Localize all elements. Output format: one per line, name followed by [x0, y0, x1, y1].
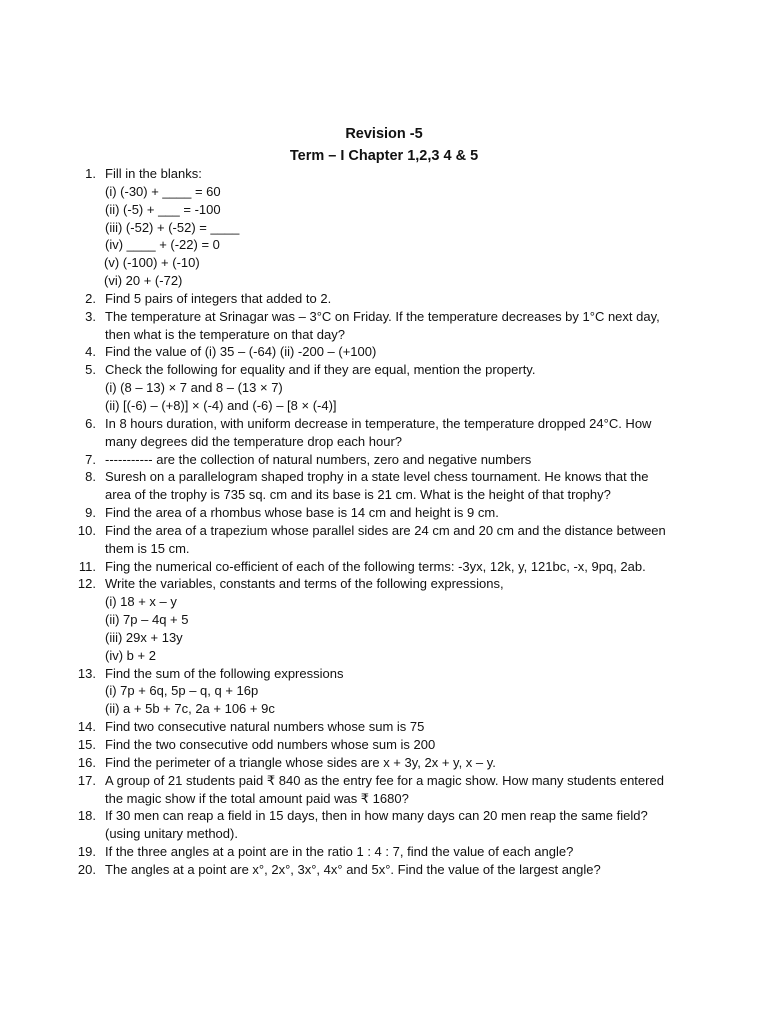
question-text: Find the perimeter of a triangle whose sides are x + 3y, 2x + y, x – y.: [105, 754, 496, 770]
sub-question: [0, 219, 768, 237]
sub-question-text: (ii) a + 5b + 7c, 2a + 106 + 9c: [105, 701, 275, 717]
question-number: 20.: [77, 861, 96, 877]
question-text: them is 15 cm.: [105, 540, 190, 556]
question-continuation: [0, 540, 768, 558]
sub-question-text: (iv) b + 2: [105, 647, 156, 663]
sub-question: [0, 254, 768, 272]
question-list: [0, 165, 768, 879]
question-text: A group of 21 students paid ₹ 840 as the entry fee for a magic show. How many students entered: [105, 772, 664, 788]
sub-question: [0, 272, 768, 290]
question-text: ----------- are the collection of natural numbers, zero and negative numbers: [105, 451, 532, 467]
sub-question: [0, 397, 768, 415]
question-number: 4.: [85, 344, 96, 360]
sub-question-text: (ii) 7p – 4q + 5: [105, 612, 189, 628]
question-text: the magic show if the total amount paid was ₹ 1680?: [105, 790, 409, 806]
question-text: Suresh on a parallelogram shaped trophy in a state level chess tournament. He knows that the: [105, 469, 649, 485]
question-number: 15.: [77, 737, 96, 752]
question-text: Check the following for equality and if they are equal, mention the property.: [105, 362, 536, 378]
question-number: 16.: [77, 754, 96, 770]
question-item: [0, 451, 768, 469]
question-continuation: [0, 825, 768, 843]
document-subtitle: Term – I Chapter 1,2,3 4 & 5: [289, 148, 479, 164]
question-item: [0, 165, 768, 183]
question-text: The angles at a point are x°, 2x°, 3x°, 4x° and 5x°. Find the value of the largest angle?: [105, 861, 601, 877]
sub-question: [0, 700, 768, 718]
question-text: Fill in the blanks:: [105, 166, 202, 181]
question-text: In 8 hours duration, with uniform decrease in temperature, the temperature dropped 24°C. How: [105, 415, 652, 431]
sub-question: [0, 593, 768, 611]
question-text: Find the area of a trapezium whose parallel sides are 24 cm and 20 cm and the distance between: [105, 522, 666, 538]
question-text: Find 5 pairs of integers that added to 2.: [105, 290, 332, 306]
question-item: [0, 504, 768, 522]
question-item: [0, 415, 768, 433]
question-item: [0, 290, 768, 308]
question-continuation: [0, 433, 768, 451]
question-number: 13.: [77, 665, 96, 681]
question-number: 14.: [77, 719, 96, 735]
question-text: (using unitary method).: [105, 826, 238, 842]
question-number: 2.: [85, 290, 96, 306]
question-text: area of the trophy is 735 sq. cm and its base is 21 cm. What is the height of that trophy?: [105, 487, 611, 503]
question-item: [0, 468, 768, 486]
question-item: [0, 807, 768, 825]
question-item: [0, 772, 768, 790]
question-item: [0, 843, 768, 861]
sub-question-text: (vi) 20 + (-72): [104, 273, 183, 289]
question-item: [0, 343, 768, 361]
question-continuation: [0, 790, 768, 808]
question-item: [0, 736, 768, 754]
question-item: [0, 361, 768, 379]
sub-question-text: (i) (-30) + ____ = 60: [105, 183, 221, 199]
question-text: Find two consecutive natural numbers whose sum is 75: [105, 719, 425, 735]
question-number: 9.: [85, 505, 96, 521]
question-item: [0, 718, 768, 736]
question-text: many degrees did the temperature drop each hour?: [105, 433, 403, 449]
question-number: 1.: [85, 166, 96, 181]
question-item: [0, 575, 768, 593]
question-item: [0, 522, 768, 540]
question-text: Find the sum of the following expressions: [105, 665, 344, 681]
sub-question-text: (i) 7p + 6q, 5p – q, q + 16p: [105, 683, 259, 699]
question-text: then what is the temperature on that day?: [105, 326, 345, 342]
question-text: The temperature at Srinagar was – 3°C on Friday. If the temperature decreases by 1°C next day,: [105, 308, 660, 324]
sub-question: [0, 682, 768, 700]
question-number: 6.: [85, 415, 96, 431]
question-number: 7.: [85, 451, 96, 467]
sub-question-text: (ii) (-5) + ___ = -100: [105, 201, 221, 217]
question-text: Find the value of (i) 35 – (-64) (ii) -200 – (+100): [105, 344, 377, 360]
question-number: 17.: [77, 772, 96, 788]
question-number: 3.: [85, 308, 96, 324]
sub-question: [0, 236, 768, 254]
sub-question: [0, 629, 768, 647]
sub-question: [0, 183, 768, 201]
sub-question-text: (iii) 29x + 13y: [105, 629, 183, 645]
question-continuation: [0, 486, 768, 504]
sub-question-text: (iv) ____ + (-22) = 0: [105, 237, 220, 253]
question-number: 12.: [77, 576, 96, 592]
sub-question: [0, 201, 768, 219]
question-number: 18.: [77, 808, 96, 824]
sub-question-text: (v) (-100) + (-10): [104, 255, 200, 271]
question-continuation: [0, 326, 768, 344]
sub-question: [0, 611, 768, 629]
sub-question-text: (i) (8 – 13) × 7 and 8 – (13 × 7): [105, 380, 283, 396]
question-text: Find the area of a rhombus whose base is 14 cm and height is 9 cm.: [105, 505, 499, 521]
sub-question-text: (ii) [(-6) – (+8)] × (-4) and (-6) – [8 × (-4)]: [105, 397, 337, 413]
question-item: [0, 754, 768, 772]
question-number: 5.: [85, 362, 96, 378]
question-text: If the three angles at a point are in the ratio 1 : 4 : 7, find the value of each angle?: [105, 844, 574, 860]
question-number: 8.: [85, 469, 96, 485]
question-text: Write the variables, constants and terms of the following expressions,: [105, 576, 504, 592]
sub-question-text: (iii) (-52) + (-52) = ____: [105, 219, 240, 235]
question-text: Find the two consecutive odd numbers whose sum is 200: [105, 737, 436, 752]
sub-question-text: (i) 18 + x – y: [105, 594, 177, 610]
sub-question: [0, 647, 768, 665]
question-text: Fing the numerical co-efficient of each of the following terms: -3yx, 12k, y, 121bc, -x, 9pq, 2ab.: [105, 558, 646, 574]
sub-question: [0, 379, 768, 397]
question-number: 19.: [77, 844, 96, 860]
question-number: 10.: [77, 522, 96, 538]
question-item: [0, 861, 768, 879]
question-item: [0, 665, 768, 683]
question-number: 11.: [78, 558, 96, 574]
question-item: [0, 558, 768, 576]
question-item: [0, 308, 768, 326]
document-title: Revision -5: [345, 126, 423, 142]
question-text: If 30 men can reap a field in 15 days, then in how many days can 20 men reap the same field?: [105, 808, 648, 824]
